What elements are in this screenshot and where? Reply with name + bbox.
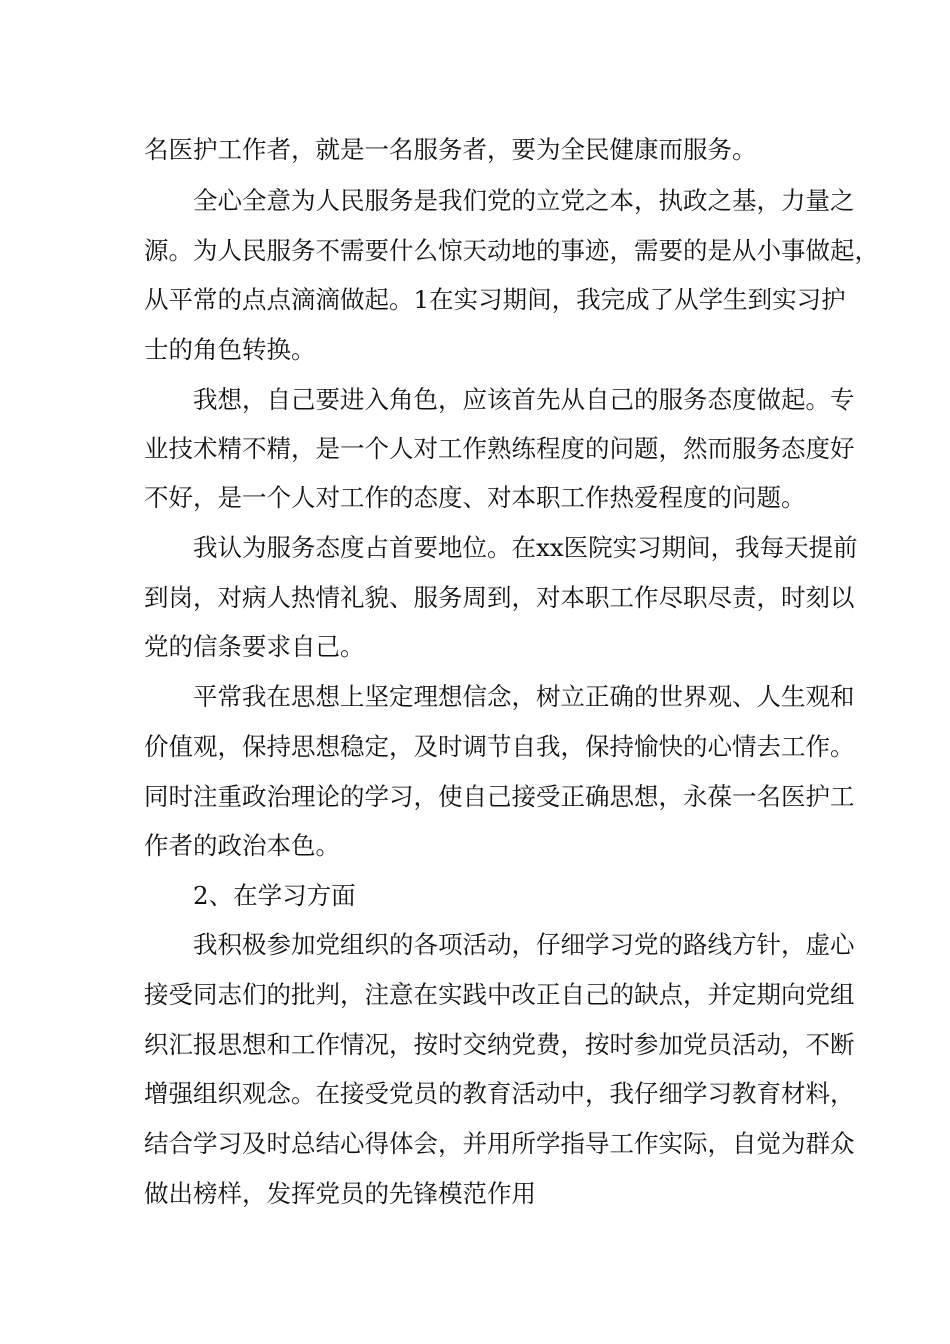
section-heading: 2、在学习方面 [193,881,356,910]
paragraph-first-line: 我积极参加党组织的各项活动，仔细学习党的路线方针，虚心 [193,930,855,959]
text-line: 不好，是一个人对工作的态度、对本职工作热爱程度的问题。 [144,483,806,512]
text-line: 做出榜样，发挥党员的先锋模范作用 [144,1179,536,1208]
text-line: 党的信条要求自己。 [144,632,365,661]
text-line: 价值观，保持思想稳定，及时调节自我，保持愉快的心情去工作。 [144,732,855,761]
text-line: 士的角色转换。 [144,335,316,364]
text-line: 从平常的点点滴滴做起。1在实习期间，我完成了从学生到实习护 [144,285,846,314]
text-line: 到岗，对病人热情礼貌、服务周到，对本职工作尽职尽责，时刻以 [144,583,855,612]
text-line: 结合学习及时总结心得体会，并用所学指导工作实际，自觉为群众 [144,1129,855,1158]
paragraph-first-line: 平常我在思想上坚定理想信念，树立正确的世界观、人生观和 [193,682,855,711]
text-line: 织汇报思想和工作情况，按时交纳党费，按时参加党员活动，不断 [144,1030,855,1059]
paragraph-first-line: 我想，自己要进入角色，应该首先从自己的服务态度做起。专 [193,385,855,414]
text-line: 接受同志们的批判，注意在实践中改正自己的缺点，并定期向党组 [144,980,855,1009]
text-line: 作者的政治本色。 [144,831,340,860]
paragraph-first-line: 我认为服务态度占首要地位。在xx医院实习期间，我每天提前 [193,533,858,562]
text-line: 同时注重政治理论的学习，使自己接受正确思想，永葆一名医护工 [144,782,855,811]
text-line: 增强组织观念。在接受党员的教育活动中，我仔细学习教育材料， [144,1079,855,1108]
text-line: 业技术精不精，是一个人对工作熟练程度的问题，然而服务态度好 [144,434,855,463]
paragraph-first-line: 全心全意为人民服务是我们党的立党之本，执政之基，力量之 [193,186,855,215]
text-line: 名医护工作者，就是一名服务者，要为全民健康而服务。 [144,135,757,164]
text-line: 源。为人民服务不需要什么惊天动地的事迹，需要的是从小事做起， [144,236,879,265]
